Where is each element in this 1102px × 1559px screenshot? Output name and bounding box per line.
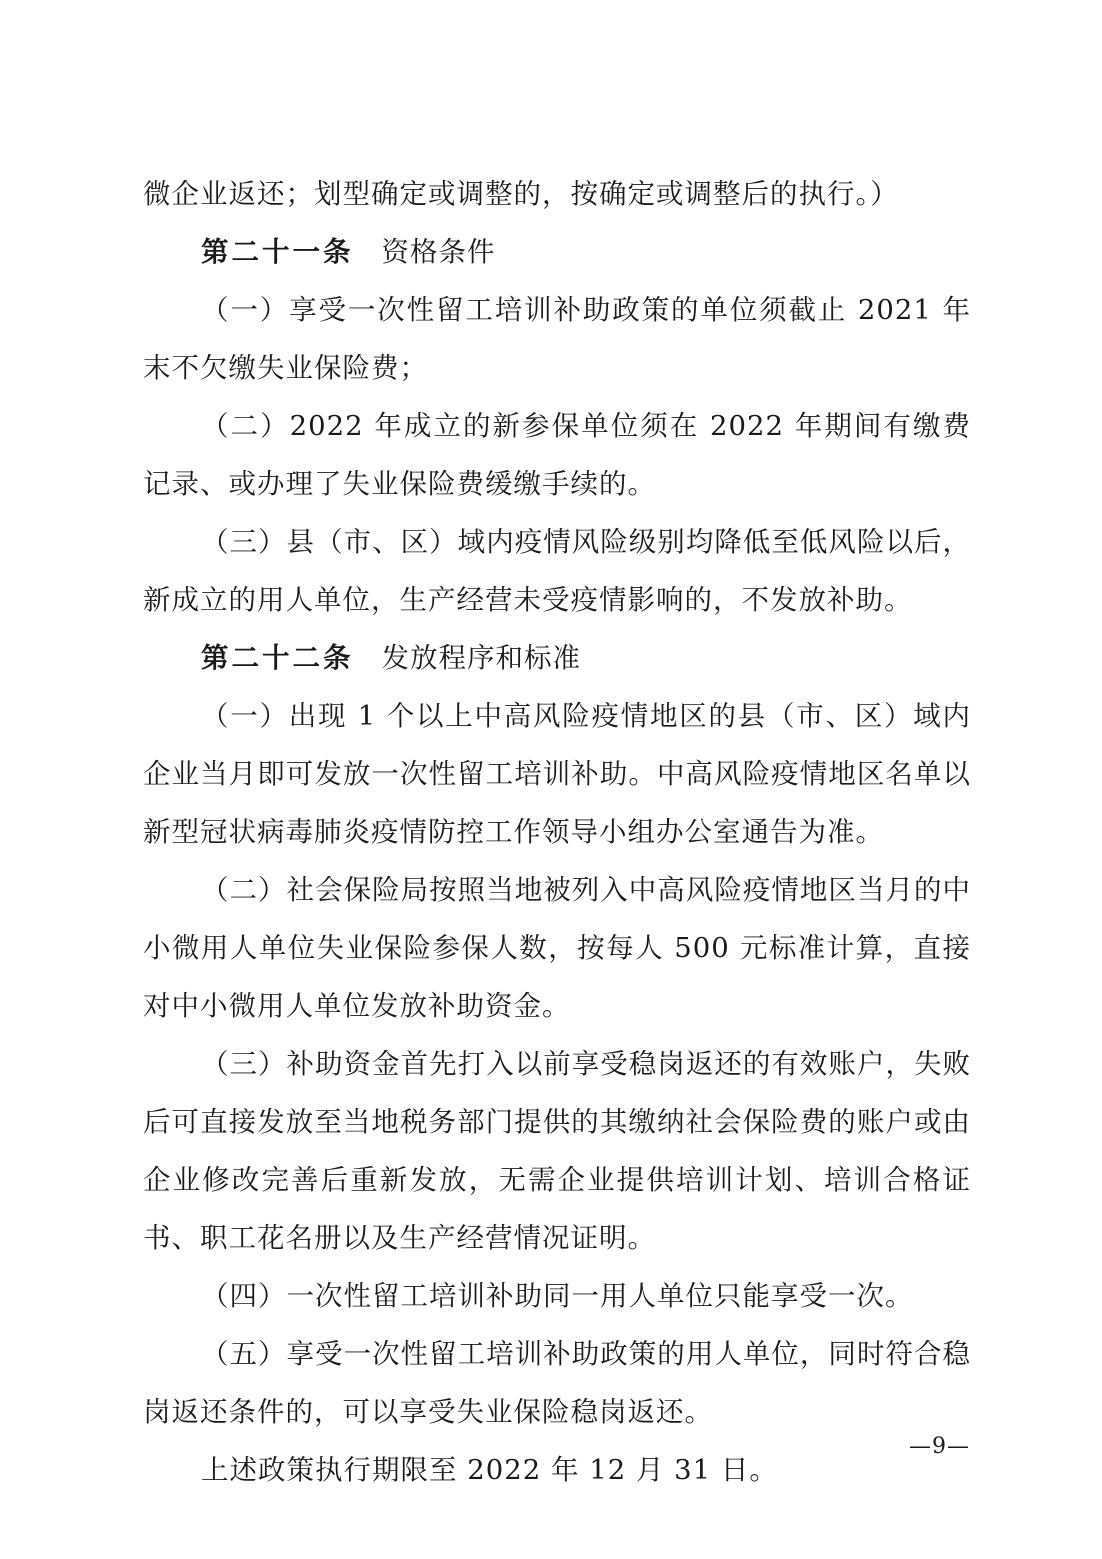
paragraph-item <box>143 687 971 861</box>
document-body <box>143 165 971 1499</box>
paragraph-text: 上述政策执行期限至 2022 年 12 月 31 日。 <box>201 1454 778 1486</box>
paragraph-text: （三）县（市、区）域内疫情风险级别均降低至低风险以后，新成立的用人单位，生产经营未受疫情影响的，不发放补助。 <box>143 526 971 616</box>
paragraph-item <box>143 397 971 513</box>
article-21-heading <box>143 223 971 281</box>
article-number: 第二十二条 <box>201 642 354 674</box>
paragraph-text: （三）补助资金首先打入以前享受稳岗返还的有效账户，失败后可直接发放至当地税务部门提供的其缴纳社会保险费的账户或由企业修改完善后重新发放，无需企业提供培训计划、培训合格证书、职工花名册以及生产经营情况证明。 <box>143 1048 971 1254</box>
paragraph-item <box>143 861 971 1035</box>
page-number: —9— <box>909 1434 970 1459</box>
paragraph-item <box>143 1441 971 1499</box>
paragraph-text: （一）享受一次性留工培训补助政策的单位须截止 2021 年末不欠缴失业保险费； <box>143 294 971 384</box>
paragraph-text: （二）2022 年成立的新参保单位须在 2022 年期间有缴费记录、或办理了失业保险费缓缴手续的。 <box>143 410 971 500</box>
paragraph-item <box>143 1267 971 1325</box>
paragraph-item <box>143 1035 971 1267</box>
article-subject: 资格条件 <box>381 236 496 268</box>
paragraph-item <box>143 281 971 397</box>
paragraph-item <box>143 513 971 629</box>
paragraph-text: （二）社会保险局按照当地被列入中高风险疫情地区当月的中小微用人单位失业保险参保人数，按每人 500 元标准计算，直接对中小微用人单位发放补助资金。 <box>143 874 971 1022</box>
article-number: 第二十一条 <box>201 236 354 268</box>
paragraph-text: （五）享受一次性留工培训补助政策的用人单位，同时符合稳岗返还条件的，可以享受失业保险稳岗返还。 <box>143 1338 971 1428</box>
paragraph-text: （一）出现 1 个以上中高风险疫情地区的县（市、区）域内企业当月即可发放一次性留工培训补助。中高风险疫情地区名单以新型冠状病毒肺炎疫情防控工作领导小组办公室通告为准。 <box>143 700 971 848</box>
paragraph-text: 微企业返还；划型确定或调整的，按确定或调整后的执行。） <box>143 178 899 210</box>
paragraph-continuation <box>143 165 971 223</box>
paragraph-item <box>143 1325 971 1441</box>
article-22-heading <box>143 629 971 687</box>
paragraph-text: （四）一次性留工培训补助同一用人单位只能享受一次。 <box>201 1280 914 1312</box>
article-subject: 发放程序和标准 <box>381 642 581 674</box>
